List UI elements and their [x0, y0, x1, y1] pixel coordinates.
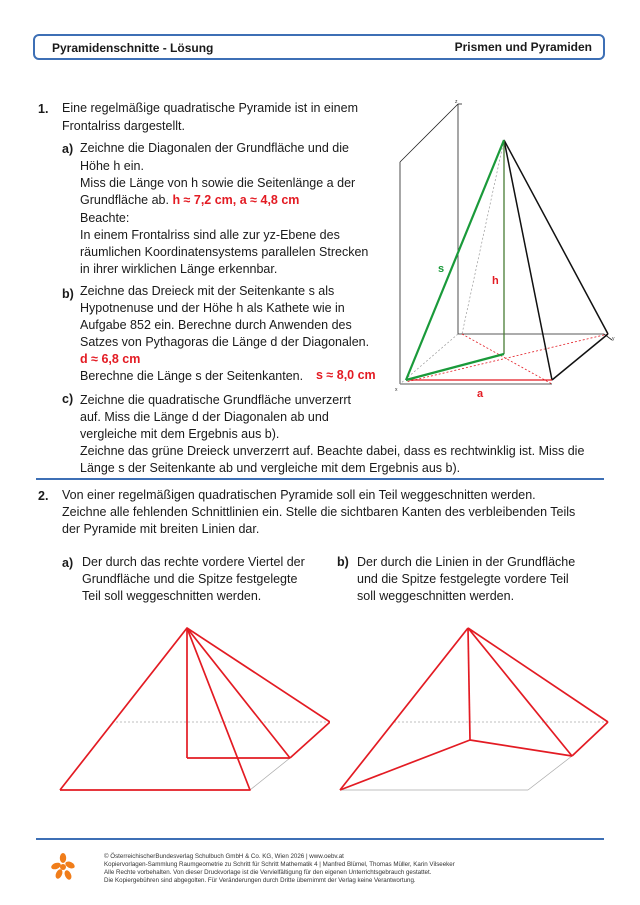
- footer-line-1: © ÖsterreichischerBundesverlag Schulbuch GmbH & Co. KG, Wien 2026 | www.oebv.at: [104, 853, 344, 860]
- logo-petal-right: [64, 860, 76, 870]
- task1-b-line-1: Zeichne das Dreieck mit der Seitenkante s als: [80, 284, 335, 298]
- task2-intro-line-3: der Pyramide mit breiten Linien dar.: [62, 522, 260, 536]
- task1-c-line-1: Zeichne die quadratische Grundfläche unverzerrt: [80, 393, 351, 407]
- diagonal-1: [462, 334, 552, 384]
- base-edge-right-front-b: [528, 756, 572, 790]
- frame-edge-top-left: [400, 104, 458, 162]
- task2-a-line-2: Grundfläche und die Spitze festgelegte: [82, 572, 298, 586]
- thin-lines-a: [112, 628, 330, 790]
- hidden-edge: [400, 334, 458, 384]
- edge-s: [406, 140, 504, 380]
- task1-a-line-1: Zeichne die Diagonalen der Grundfläche und die: [80, 141, 349, 155]
- task1-b-line-2: Hypotnenuse und der Höhe h als Kathete wie in: [80, 301, 345, 315]
- logo-petal-bottom-right: [63, 869, 73, 880]
- task1-b-line-s: Berechne die Länge s der Seitenkanten.: [80, 369, 304, 383]
- footer-line-2: Kopiervorlagen-Sammlung Raumgeometrie zu Schritt für Schritt Mathematik 4 | Manfred Blümel, Thomas Müller, Karin Vilseeker: [104, 861, 455, 868]
- logo-petal-bottom-left: [54, 868, 64, 880]
- task1-a-note-1: Beachte:: [80, 211, 130, 225]
- task1-b-line-4: Satzes von Pythagoras die Länge d der Diagonalen.: [80, 335, 370, 349]
- front-face-a: [60, 628, 250, 790]
- task1-intro-line-2: Frontalriss dargestellt.: [62, 119, 185, 133]
- logo-center: [60, 864, 66, 870]
- green-triangle: [406, 140, 504, 380]
- pyramid-cut-figure-a: [56, 620, 330, 800]
- task1-b-line-3: Aufgabe 852 ein. Berechne durch Anwenden des: [80, 318, 352, 332]
- task2-b-line-1: Der durch die Linien in der Grundfläche: [357, 555, 576, 569]
- half-diagonal: [406, 354, 504, 380]
- task1-a-line-2: Höhe h ein.: [80, 159, 144, 173]
- worksheet-title: Pyramidenschnitte - Lösung: [52, 41, 214, 55]
- cut-line-diagonal-a: [187, 628, 290, 758]
- axis-x-label: x: [395, 387, 398, 393]
- footer-divider: [36, 838, 604, 840]
- visible-edges-a: [60, 628, 330, 790]
- cut-base-line-right-b: [470, 740, 572, 756]
- task2-b-label: b): [337, 555, 349, 569]
- worksheet-topic: Prismen und Pyramiden: [454, 40, 592, 54]
- task2-intro-line-2: Zeichne alle fehlenden Schnittlinien ein. Stelle die sichtbaren Kanten des verbleibenden Teils: [62, 505, 576, 519]
- pyramid-edges: [504, 140, 608, 380]
- task2-b-line-3: soll weggeschnitten werden.: [357, 589, 515, 603]
- pyramid-frontal-figure: [392, 100, 618, 400]
- pyramid-cut-figure-b: [336, 620, 610, 800]
- axis-y-label: y: [612, 336, 615, 342]
- task1-c-label: c): [62, 392, 74, 406]
- label-h: h: [492, 275, 499, 287]
- pyramid-edge-back-right: [504, 140, 608, 334]
- task1-a-prefix: Grundfläche ab.: [80, 193, 169, 207]
- task2-a-label: a): [62, 556, 74, 570]
- base-edge-right-front-a: [250, 758, 290, 790]
- task2-b-line-2: und die Spitze festgelegte vordere Teil: [357, 572, 569, 586]
- cut-line-vertical-b: [468, 628, 470, 740]
- base-back-right-a: [290, 722, 330, 758]
- task1-b-label: b): [62, 287, 74, 301]
- footer-line-4: Die Kopiergebühren sind abgegolten. Für Veränderungen durch Dritte übernimmt der Verlag keine Verantwortung.: [104, 877, 416, 884]
- label-a: a: [477, 388, 484, 400]
- task1-a-line-3: Miss die Länge von h sowie die Seitenlänge a der: [80, 176, 356, 190]
- task1-b-answer-d: d ≈ 6,8 cm: [80, 352, 141, 366]
- right-edge-b: [468, 628, 608, 722]
- logo-petal-top: [60, 853, 66, 863]
- task1-a-note-4: in ihrer wirklichen Länge erkennbar.: [80, 262, 278, 276]
- task1-intro-line-1: Eine regelmäßige quadratische Pyramide ist in einem: [62, 101, 358, 115]
- label-s: s: [438, 263, 445, 275]
- task1-c-line-3: vergleiche mit dem Ergebnis aus b).: [80, 427, 280, 441]
- task1-c-line-5: Länge s der Seitenkante ab und vergleiche mit dem Ergebnis aus b).: [80, 461, 461, 475]
- visible-edges-b: [340, 628, 608, 790]
- task1-a-note-2: In einem Frontalriss sind alle zur yz-Ebene des: [80, 228, 340, 242]
- task1-c-line-2: auf. Miss die Länge d der Diagonalen ab und: [80, 410, 329, 424]
- footer-line-3: Alle Rechte vorbehalten. Von dieser Druckvorlage ist die Vervielfältigung für den eigenen Unterrichtsgebrauch gestattet.: [104, 869, 432, 876]
- task1-a-note-3: räumlichen Koordinatensystems parallelen Strecken: [80, 245, 369, 259]
- task1-a-line-4: [80, 192, 299, 210]
- task2-number: 2.: [38, 489, 49, 503]
- cut-line-diagonal-b: [468, 628, 572, 756]
- right-edge-a: [187, 628, 330, 722]
- task2-a-line-1: Der durch das rechte vordere Viertel der: [82, 555, 305, 569]
- publisher-logo-icon: [50, 852, 76, 880]
- hidden-edge-back: [462, 140, 504, 334]
- task1-a-answer: h ≈ 7,2 cm, a ≈ 4,8 cm: [172, 193, 300, 207]
- task2-intro-line-1: Von einer regelmäßigen quadratischen Pyramide soll ein Teil weggeschnitten werden.: [62, 488, 536, 502]
- task1-b-answer-s: s ≈ 8,0 cm: [316, 368, 376, 382]
- frame-box: [400, 104, 612, 384]
- logo-petal-left: [50, 861, 61, 870]
- task1-c-line-4: Zeichne das grüne Dreieck unverzerrt auf. Beachte dabei, dass es rechtwinklig ist. Miss die: [80, 444, 585, 458]
- task1-a-label: a): [62, 142, 74, 156]
- section-divider-1: [36, 478, 604, 480]
- task1-number: 1.: [38, 102, 49, 116]
- task2-a-line-3: Teil soll weggeschnitten werden.: [82, 589, 262, 603]
- axis-z-label: z: [455, 100, 458, 105]
- base-back-right-b: [572, 722, 608, 756]
- pyramid-edge-front-right: [504, 140, 552, 380]
